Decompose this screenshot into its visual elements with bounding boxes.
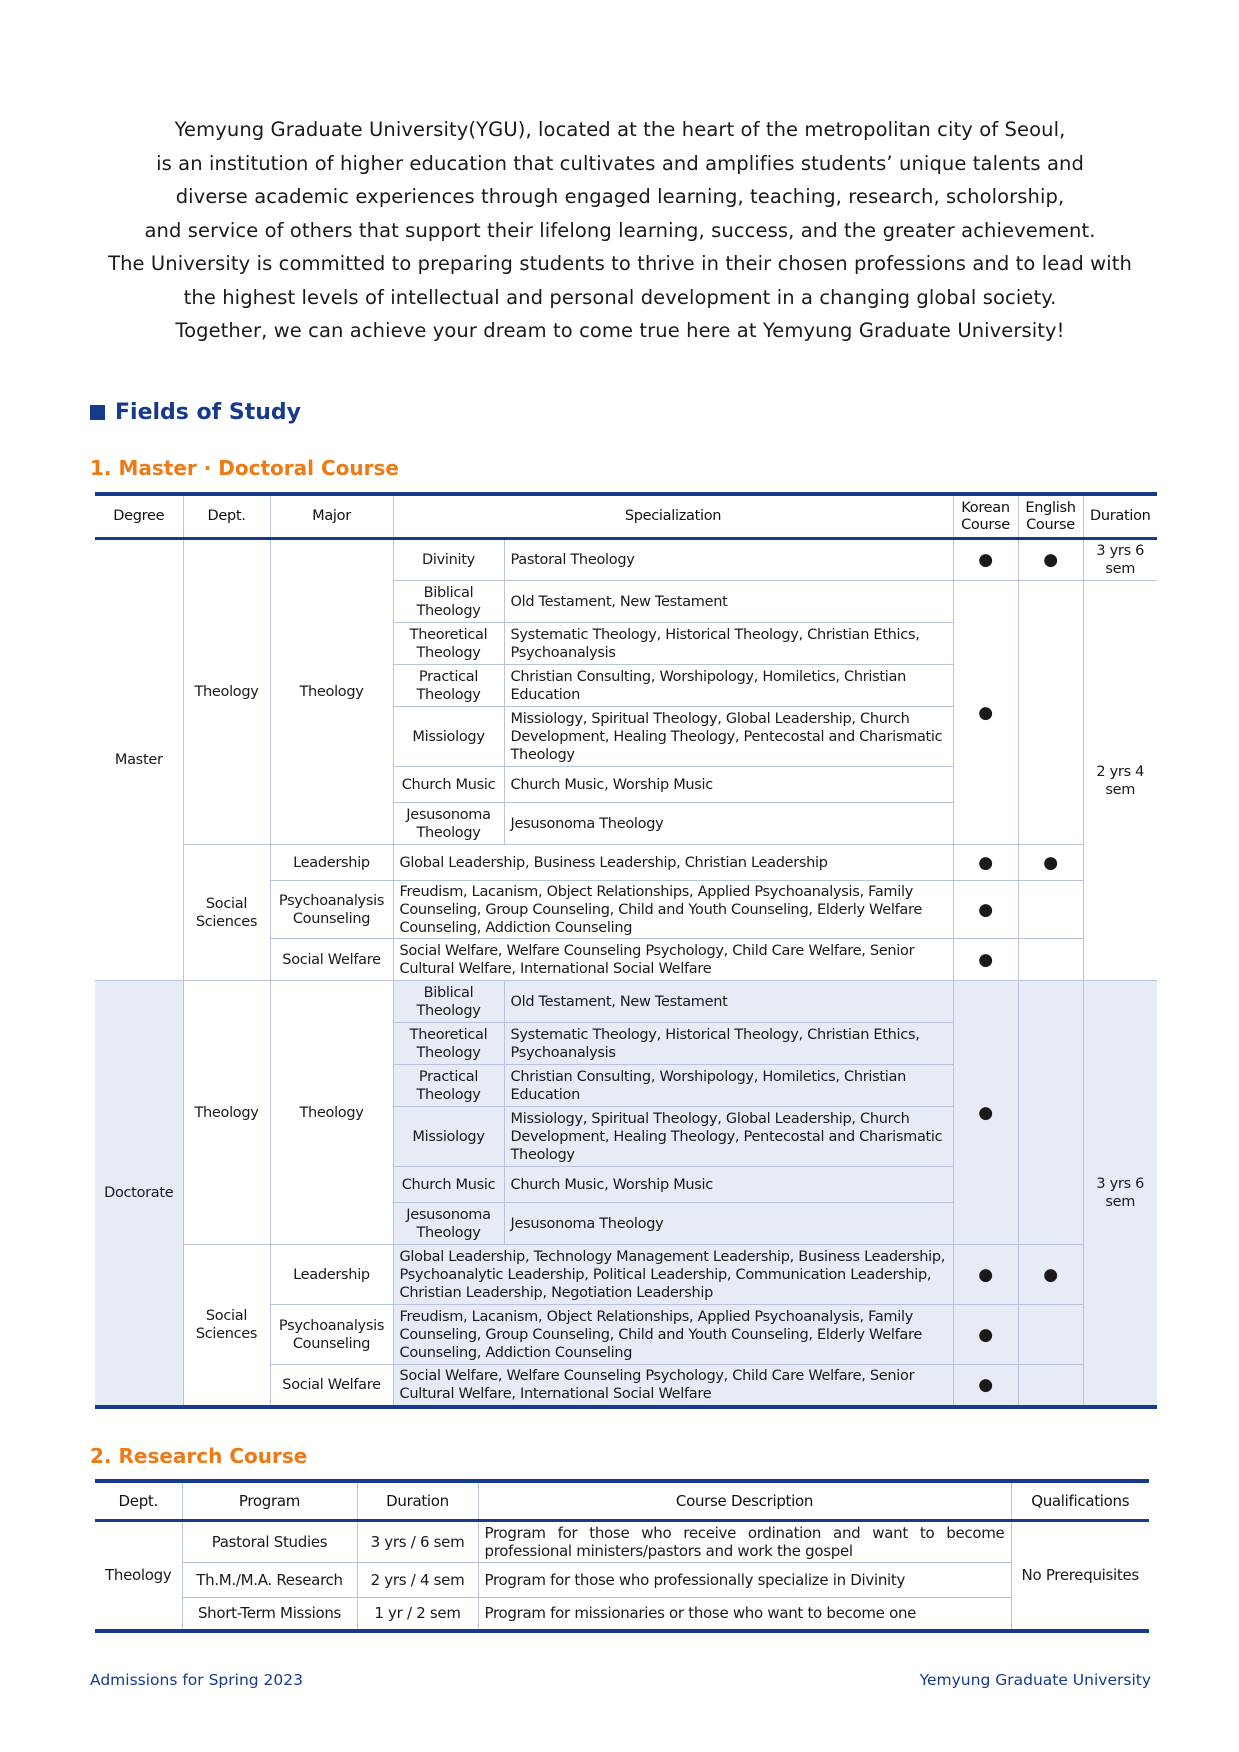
- program: Pastoral Studies: [182, 1521, 357, 1563]
- intro-line: the highest levels of intellectual and personal development in a changing global society.: [183, 285, 1057, 309]
- specialization: Christian Consulting, Worshipology, Homiletics, Christian Education: [504, 665, 953, 707]
- english-course-empty: [1018, 981, 1083, 1245]
- duration: 3 yrs 6 sem: [1083, 981, 1157, 1407]
- sub-major: Biblical Theology: [393, 981, 504, 1023]
- table-row: [95, 1245, 1157, 1305]
- sub-major: Missiology: [393, 707, 504, 767]
- intro-line: Together, we can achieve your dream to come true here at Yemyung Graduate University!: [175, 319, 1065, 342]
- header-korean-course: Korean Course: [953, 494, 1018, 539]
- specialization: Global Leadership, Business Leadership, Christian Leadership: [393, 845, 953, 881]
- english-course-empty: [1018, 1365, 1083, 1407]
- qualifications: No Prerequisites: [1011, 1521, 1149, 1631]
- korean-course-dot: ●: [953, 881, 1018, 939]
- specialization: Church Music, Worship Music: [504, 767, 953, 803]
- major-theology: Theology: [270, 981, 393, 1245]
- sub-major: Theoretical Theology: [393, 623, 504, 665]
- intro-line: Yemyung Graduate University(YGU), located at the heart of the metropolitan city of Seoul,: [174, 118, 1066, 141]
- korean-course-dot: ●: [953, 845, 1018, 881]
- footer-university: Yemyung Graduate University: [919, 1671, 1151, 1689]
- table-row: [95, 981, 1157, 1023]
- specialization: Church Music, Worship Music: [504, 1167, 953, 1203]
- footer-admissions: Admissions for Spring 2023: [90, 1671, 303, 1689]
- dept-social-sciences: Social Sciences: [183, 845, 270, 981]
- header-dept: Dept.: [95, 1481, 182, 1521]
- intro-line: and service of others that support their lifelong learning, success, and the greater achievement.: [144, 218, 1096, 242]
- specialization: Jesusonoma Theology: [504, 803, 953, 845]
- header-dept: Dept.: [183, 494, 270, 539]
- section-title: Fields of Study: [115, 400, 301, 425]
- research-course-table: [95, 1479, 1149, 1633]
- table-row: [95, 1598, 1149, 1631]
- header-course-description: Course Description: [478, 1481, 1011, 1521]
- duration: 2 yrs / 4 sem: [357, 1563, 478, 1598]
- intro-line: is an institution of higher education that cultivates and amplifies students’ unique talents and: [156, 151, 1084, 175]
- sub-major: Church Music: [393, 1167, 504, 1203]
- program: Th.M./M.A. Research: [182, 1563, 357, 1598]
- duration: 3 yrs 6 sem: [1083, 539, 1157, 581]
- table-row: [95, 1563, 1149, 1598]
- master-doctoral-title: 1. Master · Doctoral Course: [90, 456, 399, 480]
- course-description: Program for those who receive ordination and want to become professional ministers/pastors and work the gospel: [478, 1521, 1011, 1563]
- specialization: Old Testament, New Testament: [504, 981, 953, 1023]
- english-course-dot: ●: [1018, 845, 1083, 881]
- header-major: Major: [270, 494, 393, 539]
- specialization: Social Welfare, Welfare Counseling Psychology, Child Care Welfare, Senior Cultural Welfare, International Social Welfare: [393, 1365, 953, 1407]
- specialization: Systematic Theology, Historical Theology, Christian Ethics, Psychoanalysis: [504, 1023, 953, 1065]
- english-course-dot: ●: [1018, 539, 1083, 581]
- intro-line: The University is committed to preparing students to thrive in their chosen professions and to lead with: [108, 252, 1132, 275]
- dept-theology: Theology: [183, 539, 270, 845]
- header-degree: Degree: [95, 494, 183, 539]
- duration: 3 yrs / 6 sem: [357, 1521, 478, 1563]
- section-heading: [90, 400, 301, 425]
- research-course-title: 2. Research Course: [90, 1444, 308, 1468]
- intro-paragraph: [90, 113, 1150, 348]
- header-qualifications: Qualifications: [1011, 1481, 1149, 1521]
- specialization: Missiology, Spiritual Theology, Global Leadership, Church Development, Healing Theology, Pentecostal and Charismatic Theology: [504, 1107, 953, 1167]
- korean-course-dot: ●: [953, 939, 1018, 981]
- dept-theology: Theology: [183, 981, 270, 1245]
- korean-course-dot: ●: [953, 981, 1018, 1245]
- sub-major: Jesusonoma Theology: [393, 1203, 504, 1245]
- english-course-empty: [1018, 939, 1083, 981]
- korean-course-dot: ●: [953, 1245, 1018, 1305]
- english-course-empty: [1018, 881, 1083, 939]
- specialization: Freudism, Lacanism, Object Relationships, Applied Psychoanalysis, Family Counseling, Group Counseling, Child and Youth Counseling, Elderly Welfare Counseling, Addiction Counseling: [393, 1305, 953, 1365]
- sub-major: Biblical Theology: [393, 581, 504, 623]
- sub-major: Missiology: [393, 1107, 504, 1167]
- sub-major: Church Music: [393, 767, 504, 803]
- specialization: Missiology, Spiritual Theology, Global Leadership, Church Development, Healing Theology, Pentecostal and Charismatic Theology: [504, 707, 953, 767]
- sub-major: Practical Theology: [393, 665, 504, 707]
- dept-theology: Theology: [95, 1521, 182, 1631]
- english-course-dot: ●: [1018, 1245, 1083, 1305]
- table-row: [95, 845, 1157, 881]
- korean-course-dot: ●: [953, 539, 1018, 581]
- master-doctoral-table: [95, 492, 1157, 1409]
- major: Psychoanalysis Counseling: [270, 1305, 393, 1365]
- square-bullet-icon: [90, 405, 105, 420]
- specialization: Old Testament, New Testament: [504, 581, 953, 623]
- course-description: Program for those who professionally specialize in Divinity: [478, 1563, 1011, 1598]
- sub-major: Jesusonoma Theology: [393, 803, 504, 845]
- english-course-empty: [1018, 581, 1083, 845]
- duration: 1 yr / 2 sem: [357, 1598, 478, 1631]
- table-row: [95, 539, 1157, 581]
- specialization: Freudism, Lacanism, Object Relationships, Applied Psychoanalysis, Family Counseling, Group Counseling, Child and Youth Counseling, Elderly Welfare Counseling, Addiction Counseling: [393, 881, 953, 939]
- header-program: Program: [182, 1481, 357, 1521]
- major: Social Welfare: [270, 939, 393, 981]
- specialization: Social Welfare, Welfare Counseling Psychology, Child Care Welfare, Senior Cultural Welfare, International Social Welfare: [393, 939, 953, 981]
- program: Short-Term Missions: [182, 1598, 357, 1631]
- specialization: Global Leadership, Technology Management Leadership, Business Leadership, Psychoanalytic Leadership, Political Leadership, Communication Leadership, Christian Leadership, Negotiation Leadership: [393, 1245, 953, 1305]
- korean-course-dot: ●: [953, 1365, 1018, 1407]
- specialization: Pastoral Theology: [504, 539, 953, 581]
- sub-major: Divinity: [393, 539, 504, 581]
- major: Leadership: [270, 1245, 393, 1305]
- korean-course-dot: ●: [953, 581, 1018, 845]
- specialization: Jesusonoma Theology: [504, 1203, 953, 1245]
- course-description: Program for missionaries or those who want to become one: [478, 1598, 1011, 1631]
- header-specialization: Specialization: [393, 494, 953, 539]
- table-header-row: [95, 1481, 1149, 1521]
- duration: 2 yrs 4 sem: [1083, 581, 1157, 981]
- table-header-row: [95, 494, 1157, 539]
- sub-major: Theoretical Theology: [393, 1023, 504, 1065]
- specialization: Systematic Theology, Historical Theology, Christian Ethics, Psychoanalysis: [504, 623, 953, 665]
- sub-major: Practical Theology: [393, 1065, 504, 1107]
- dept-social-sciences: Social Sciences: [183, 1245, 270, 1407]
- degree-master: Master: [95, 539, 183, 981]
- header-duration: Duration: [357, 1481, 478, 1521]
- header-english-course: English Course: [1018, 494, 1083, 539]
- degree-doctorate: Doctorate: [95, 981, 183, 1407]
- english-course-empty: [1018, 1305, 1083, 1365]
- header-duration: Duration: [1083, 494, 1157, 539]
- major: Social Welfare: [270, 1365, 393, 1407]
- specialization: Christian Consulting, Worshipology, Homiletics, Christian Education: [504, 1065, 953, 1107]
- korean-course-dot: ●: [953, 1305, 1018, 1365]
- major-theology: Theology: [270, 539, 393, 845]
- major: Leadership: [270, 845, 393, 881]
- table-row: [95, 1521, 1149, 1563]
- intro-line: diverse academic experiences through engaged learning, teaching, research, scholorship,: [175, 185, 1065, 208]
- major: Psychoanalysis Counseling: [270, 881, 393, 939]
